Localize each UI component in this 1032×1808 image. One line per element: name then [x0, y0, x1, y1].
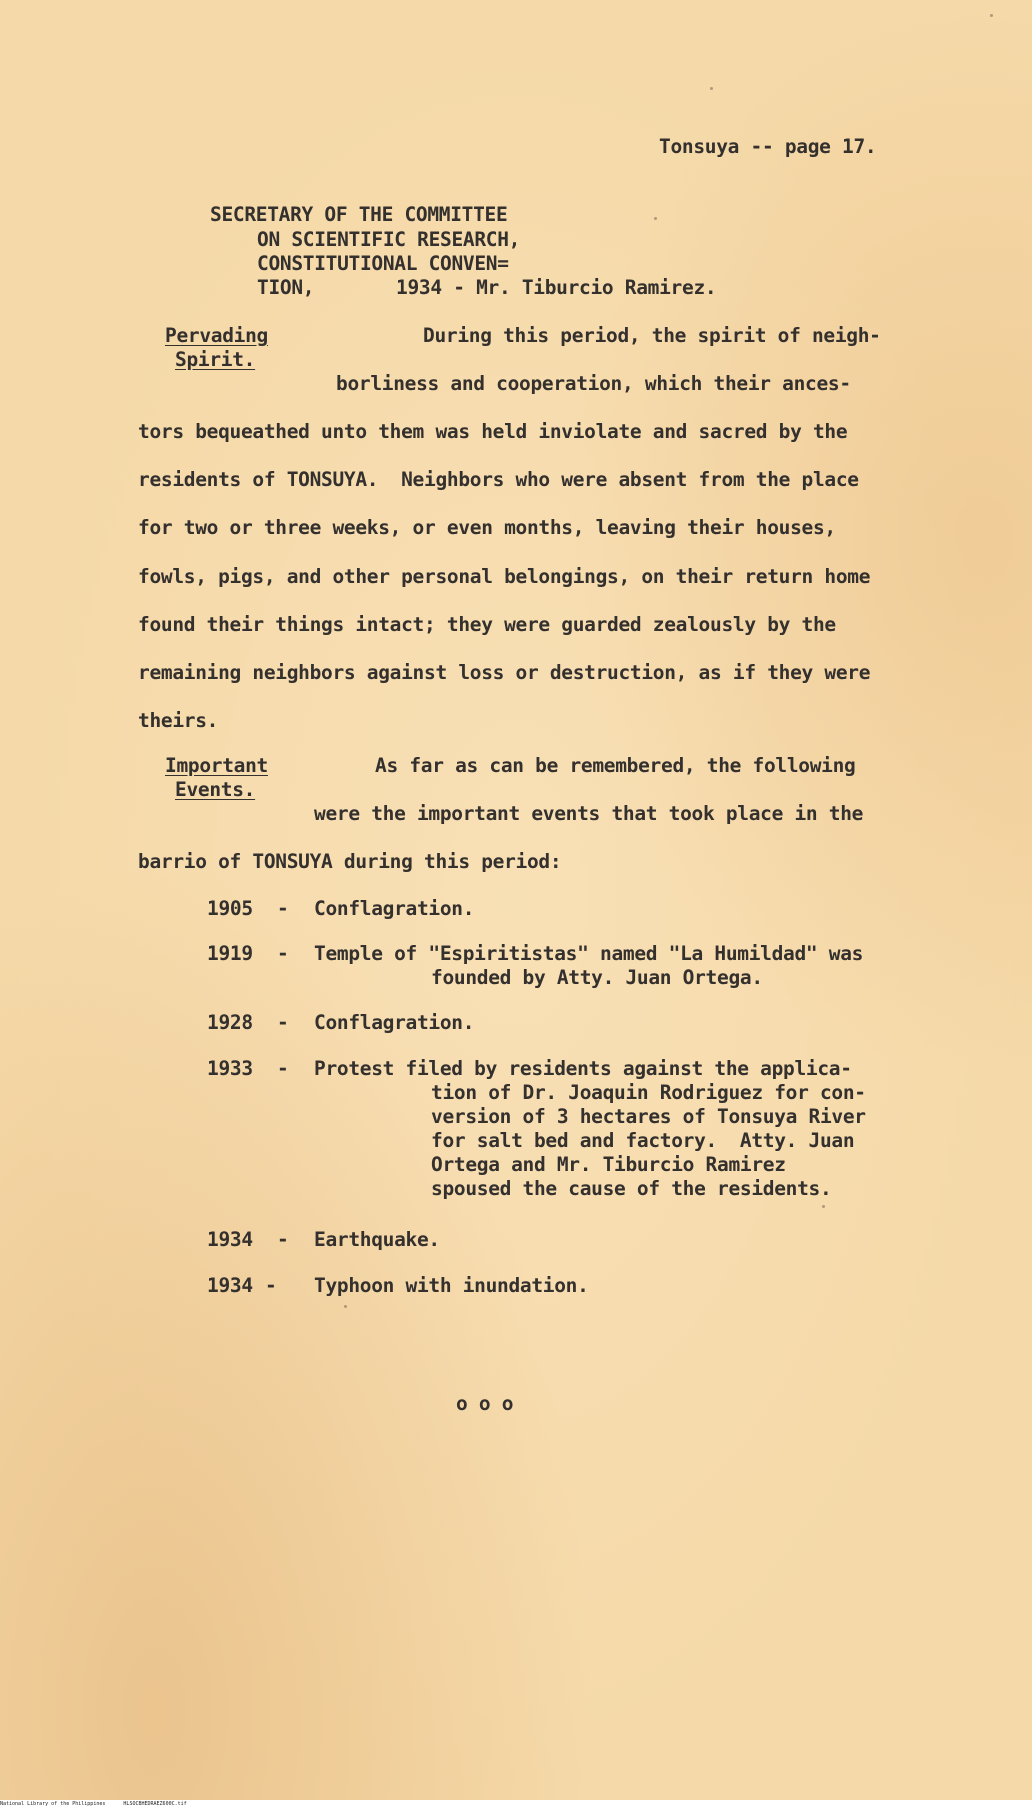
end-mark: o o o	[456, 1392, 514, 1415]
pervading-line-5: for two or three weeks, or even months, leaving their houses,	[138, 516, 836, 539]
footer-library: National Library of the Philippines	[0, 1801, 106, 1807]
pervading-line-7: found their things intact; they were guarded zealously by the	[138, 613, 836, 636]
event-text: spoused the cause of the residents.	[431, 1177, 832, 1200]
event-text: Typhoon with inundation.	[314, 1274, 589, 1297]
pervading-line-8: remaining neighbors against loss or destruction, as if they were	[138, 661, 871, 684]
secretary-line-3: CONSTITUTIONAL CONVEN=	[257, 252, 509, 275]
event-text: Conflagration.	[314, 897, 475, 920]
pervading-heading-1: Pervading	[165, 324, 268, 347]
pervading-line-1: During this period, the spirit of neigh-	[423, 324, 881, 347]
page-label: Tonsuya -- page 17.	[659, 135, 877, 158]
event-year: 1934	[207, 1228, 253, 1251]
paper-speck	[344, 1305, 347, 1308]
important-line-2: were the important events that took place in the	[314, 802, 864, 825]
secretary-line-2: ON SCIENTIFIC RESEARCH,	[257, 228, 521, 251]
paper-speck	[654, 217, 657, 220]
event-text: Protest filed by residents against the applica-	[314, 1057, 852, 1080]
event-text: tion of Dr. Joaquin Rodriguez for con-	[431, 1081, 866, 1104]
important-line-3: barrio of TONSUYA during this period:	[138, 850, 562, 873]
event-dash: -	[277, 1057, 289, 1080]
event-dash: -	[277, 1011, 289, 1034]
pervading-line-4: residents of TONSUYA. Neighbors who were absent from the place	[138, 468, 859, 491]
pervading-line-9: theirs.	[138, 709, 219, 732]
secretary-line-4b: 1934 - Mr. Tiburcio Ramirez.	[396, 276, 717, 299]
footer-spacer	[105, 1801, 123, 1807]
event-text: version of 3 hectares of Tonsuya River	[431, 1105, 866, 1128]
secretary-line-4a: TION,	[257, 276, 315, 299]
event-text: Earthquake.	[314, 1228, 440, 1251]
secretary-line-1: SECRETARY OF THE COMMITTEE	[210, 203, 508, 226]
event-text: Temple of "Espiritistas" named "La Humildad" was	[314, 942, 864, 965]
pervading-line-2: borliness and cooperation, which their ances-	[336, 372, 851, 395]
paper-speck	[822, 1205, 825, 1208]
event-text: for salt bed and factory. Atty. Juan	[431, 1129, 855, 1152]
event-year: 1933	[207, 1057, 253, 1080]
event-dash: -	[277, 1228, 289, 1251]
important-line-1: As far as can be remembered, the following	[375, 754, 856, 777]
event-year: 1919	[207, 942, 253, 965]
footer-filename: HLSOCBHEDRAEZ600C.tif	[123, 1801, 187, 1807]
pervading-line-3: tors bequeathed unto them was held inviolate and sacred by the	[138, 420, 848, 443]
event-dash: -	[277, 942, 289, 965]
scan-footer	[0, 1800, 1032, 1808]
event-dash: -	[277, 897, 289, 920]
event-dash: -	[265, 1274, 277, 1297]
paper-speck	[990, 14, 993, 17]
event-text: Ortega and Mr. Tiburcio Ramirez	[431, 1153, 786, 1176]
event-text: Conflagration.	[314, 1011, 475, 1034]
important-heading-2: Events.	[175, 778, 256, 801]
paper-speck	[710, 87, 713, 90]
pervading-line-6: fowls, pigs, and other personal belongings, on their return home	[138, 565, 871, 588]
event-year: 1934	[207, 1274, 253, 1297]
pervading-heading-2: Spirit.	[175, 348, 256, 371]
event-text: founded by Atty. Juan Ortega.	[431, 966, 763, 989]
important-heading-1: Important	[165, 754, 268, 777]
event-year: 1928	[207, 1011, 253, 1034]
event-year: 1905	[207, 897, 253, 920]
